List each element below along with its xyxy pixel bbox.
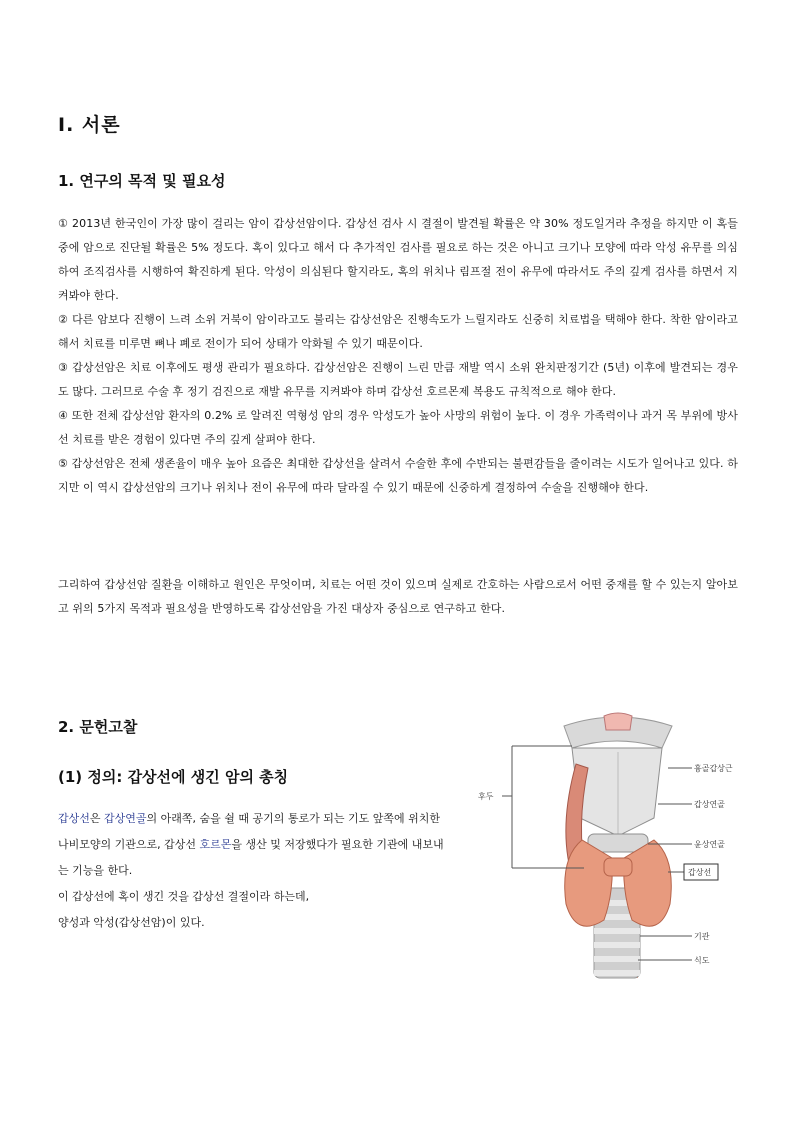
label-thyroid-cartilage: 갑상연골 (694, 800, 725, 809)
thyroid-anatomy-illustration (472, 708, 762, 980)
definition-line-2: 이 갑상선에 혹이 생긴 것을 갑상선 결절이라 하는데, (58, 890, 310, 903)
definition-block (58, 806, 448, 936)
list-item: ② 다른 암보다 진행이 느려 소위 거북이 암이라고도 불리는 갑상선암은 진행속도가 느릴지라도 신중히 치료법을 택해야 한다. 착한 암이라고 해서 치료를 미루면 뼈나 폐로 전이가 되어 상태가 악화될 수 있기 때문이다. (58, 313, 738, 350)
label-larynx: 후두 (478, 792, 494, 801)
hormone-link[interactable]: 호르몬 (199, 838, 232, 851)
section-1-items (58, 212, 738, 500)
label-trachea: 기관 (694, 932, 710, 941)
section-1-conclusion (58, 573, 738, 621)
section-1-title: 1. 연구의 목적 및 필요성 (58, 172, 226, 190)
thyroid-isthmus (604, 858, 632, 876)
label-muscle: 흉골갑상근 (694, 764, 733, 773)
label-esophagus: 식도 (694, 956, 710, 965)
definition-line-1: 갑상선은 갑상연골의 아래쪽, 숨을 쉴 때 공기의 통로가 되는 기도 앞쪽에 위치한 나비모양의 기관으로, 갑상선 호르몬을 생산 및 저장했다가 필요한 기관에 내보내는 기능을 한다. (58, 812, 444, 877)
chapter-title: I. 서론 (58, 114, 121, 136)
list-item: ① 2013년 한국인이 가장 많이 걸리는 암이 갑상선암이다. 갑상선 검사 시 결절이 발견될 확률은 약 30% 정도일거라 추정을 하지만 이 혹들 중에 암으로 진단될 확률은 5% 정도다. 혹이 있다고 해서 다 추가적인 검사를 필요로 하는 것은 아니고 크기나 모양에 따라 악성 유무를 의심하여 조직검사를 시행하여 확진하게 된다. 악성이 의심된다 할지라도, 혹의 위치나 림프절 전이 유무에 따라서도 주의 깊게 검사를 하면서 지켜봐야 한다. (58, 217, 738, 302)
section-2-title: 2. 문헌고찰 (58, 718, 138, 736)
label-thyroid: 갑상선 (688, 868, 712, 877)
definition-line-3: 양성과 악성(갑상선암)이 있다. (58, 916, 205, 929)
list-item: ③ 갑상선암은 치료 이후에도 평생 관리가 필요하다. 갑상선암은 진행이 느린 만큼 재발 역시 소위 완치판정기간 (5년) 이후에 발견되는 경우도 많다. 그러므로 수술 후 정기 검진으로 재발 유무를 지켜봐야 하며 갑상선 호르몬제 복용도 규칙적으로 해야 한다. (58, 361, 738, 398)
thyroid-anatomy-figure (472, 708, 762, 980)
list-item: ⑤ 갑상선암은 전체 생존율이 매우 높아 요즘은 최대한 갑상선을 살려서 수술한 후에 수반되는 불편감들을 줄이려는 시도가 일어나고 있다. 하지만 이 역시 갑상선암의 크기나 위치나 전이 유무에 따라 달라질 수 있기 때문에 신중하게 결정하여 수술을 진행해야 한다. (58, 457, 738, 494)
list-item: ④ 또한 전체 갑상선암 환자의 0.2% 로 알려진 역형성 암의 경우 악성도가 높아 사망의 위험이 높다. 이 경우 가족력이나 과거 목 부위에 방사선 치료를 받은 경험이 있다면 주의 깊게 살펴야 한다. (58, 409, 738, 446)
thyroid-cartilage-link[interactable]: 갑상연골 (104, 812, 147, 825)
thyroid-link[interactable]: 갑상선 (58, 812, 90, 825)
label-cricoid-cartilage: 윤상연골 (694, 840, 725, 849)
subsection-title: (1) 정의: 갑상선에 생긴 암의 총칭 (58, 768, 289, 786)
conclusion-paragraph: 그리하여 갑상선암 질환을 이해하고 원인은 무엇이며, 치료는 어떤 것이 있으며 실제로 간호하는 사람으로서 어떤 중재를 할 수 있는지 알아보고 위의 5가지 목적과 필요성을 반영하도록 갑상선암을 가진 대상자 중심으로 연구하고 한다. (58, 578, 738, 615)
